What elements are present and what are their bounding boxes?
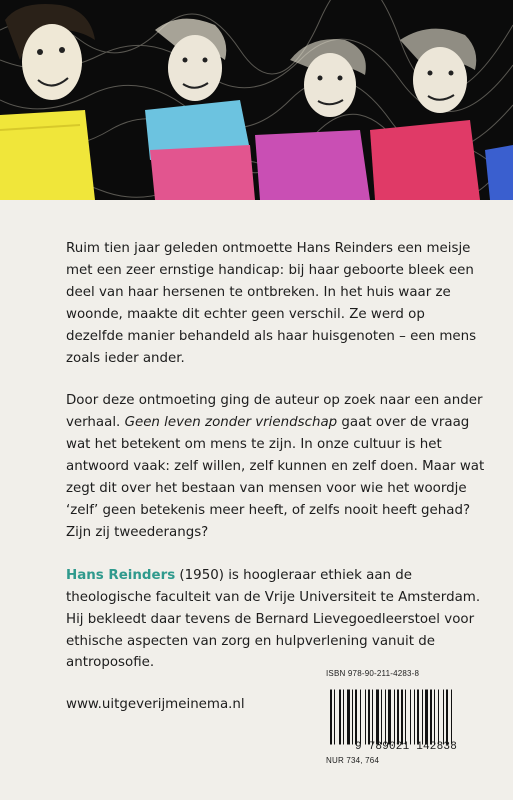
blurb-paragraph-2 bbox=[66, 390, 486, 543]
author-bio-text: (1950) is hoogleraar ethiek aan de theologische faculteit van de Vrije Universiteit te Amsterdam. Hij bekleedt daar tevens de Bernard Lievegoedleerstoel voor ethische aspecten van zorg en hulpverlening vanuit de antroposofie. bbox=[66, 567, 481, 671]
figure-partial-blue bbox=[485, 145, 513, 200]
barcode-digits: 9 789021 142838 bbox=[354, 741, 458, 753]
blurb-paragraph-1: Ruim tien jaar geleden ontmoette Hans Reinders een meisje met een zeer ernstige handicap: bij haar geboorte bleek een deel van haar hersenen te ontbreken. In het huis waar ze woonde, maakte dit echter geen verschil. Ze werd op dezelfde manier behandeld als haar huisgenoten – een mens zoals ieder ander. bbox=[66, 241, 477, 366]
isbn-label: ISBN 978-90-211-4283-8 bbox=[326, 669, 420, 678]
back-cover-blurb bbox=[66, 238, 486, 695]
author-name: Hans Reinders bbox=[66, 567, 176, 583]
childrens-drawing-illustration bbox=[0, 0, 513, 200]
cover-illustration bbox=[0, 0, 513, 200]
author-bio bbox=[66, 565, 486, 675]
blurb-paragraph-2-intro: Door deze ontmoeting ging de auteur op zoek naar een ander verhaal. bbox=[66, 393, 483, 431]
blurb-paragraph-2-rest: gaat over de vraag wat het betekent om mens te zijn. In onze cultuur is het antwoord vaak: zelf willen, zelf kunnen en zelf doen. Maar wat zegt dit over het bestaan van mensen voor wie het woordje ‘zelf’ geen betekenis meer heeft, of zelfs nooit heeft gehad? Zijn zij tweederangs? bbox=[66, 415, 485, 540]
publisher-url[interactable]: www.uitgeverijmeinema.nl bbox=[66, 697, 245, 712]
nur-code: NUR 734, 764 bbox=[326, 756, 380, 765]
book-title: Geen leven zonder vriendschap bbox=[124, 415, 338, 431]
